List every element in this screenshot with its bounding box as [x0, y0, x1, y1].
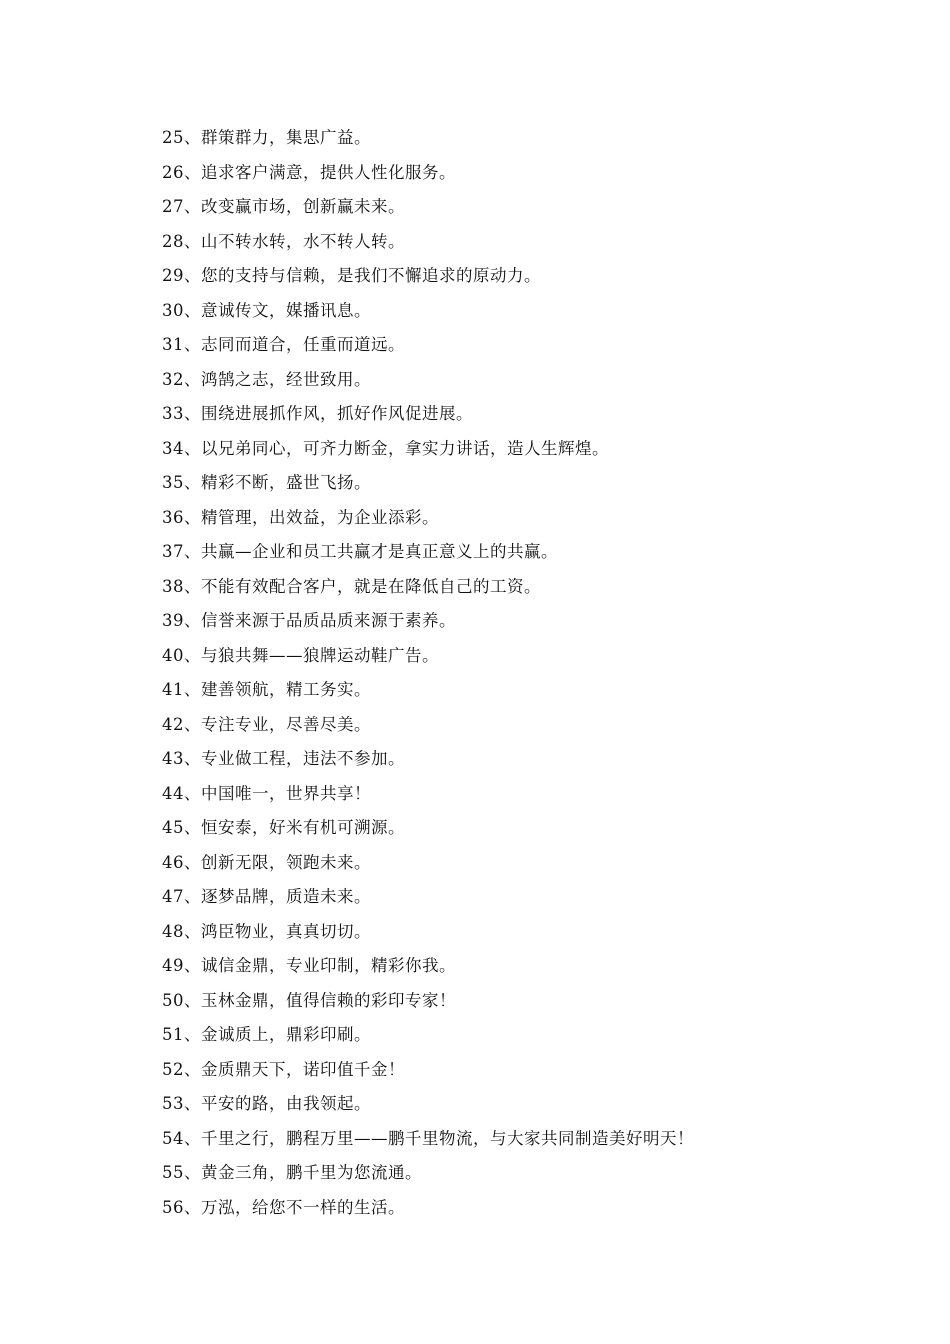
list-item: 30、意诚传文，媒播讯息。 [162, 300, 371, 320]
list-item: 32、鸿鹄之志，经世致用。 [162, 369, 371, 389]
list-item: 33、围绕进展抓作风，抓好作风促进展。 [162, 404, 473, 423]
list-item: 40、与狼共舞——狼牌运动鞋广告。 [162, 645, 439, 665]
list-item: 50、玉林金鼎，值得信赖的彩印专家！ [162, 990, 456, 1010]
list-item: 36、精管理，出效益，为企业添彩。 [162, 507, 439, 527]
list-item: 42、专注专业，尽善尽美。 [162, 714, 371, 734]
list-item: 55、黄金三角，鹏千里为您流通。 [162, 1163, 422, 1182]
list-item: 43、专业做工程，违法不参加。 [162, 749, 405, 768]
slogan-list [162, 121, 862, 1225]
list-item: 48、鸿臣物业，真真切切。 [162, 921, 371, 941]
list-item: 45、恒安泰，好米有机可溯源。 [162, 818, 405, 837]
list-item: 29、您的支持与信赖，是我们不懈追求的原动力。 [162, 266, 541, 285]
list-item: 34、以兄弟同心，可齐力断金，拿实力讲话，造人生辉煌。 [162, 438, 609, 458]
list-item: 26、追求客户满意，提供人性化服务。 [162, 162, 456, 182]
list-item: 51、金诚质上，鼎彩印刷。 [162, 1025, 371, 1044]
list-item: 49、诚信金鼎，专业印制，精彩你我。 [162, 956, 456, 975]
list-item: 46、创新无限，领跑未来。 [162, 852, 371, 872]
list-item: 25、群策群力，集思广益。 [162, 128, 371, 147]
list-item: 56、万泓，给您不一样的生活。 [162, 1197, 405, 1217]
list-item: 39、信誉来源于品质品质来源于素养。 [162, 611, 456, 630]
list-item: 52、金质鼎天下，诺印值千金！ [162, 1059, 405, 1079]
list-item: 31、志同而道合，任重而道远。 [162, 335, 405, 354]
list-item: 41、建善领航，精工务实。 [162, 680, 371, 699]
list-item: 37、共赢—企业和员工共赢才是真正意义上的共赢。 [162, 542, 558, 561]
list-item: 44、中国唯一，世界共享！ [162, 783, 371, 803]
list-item: 35、精彩不断，盛世飞扬。 [162, 473, 371, 492]
list-item: 54、千里之行，鹏程万里——鹏千里物流，与大家共同制造美好明天！ [162, 1128, 694, 1148]
list-item: 53、平安的路，由我领起。 [162, 1094, 371, 1113]
list-item: 38、不能有效配合客户，就是在降低自己的工资。 [162, 576, 541, 596]
list-item: 27、改变赢市场，创新赢未来。 [162, 197, 405, 216]
list-item: 47、逐梦品牌，质造未来。 [162, 887, 371, 906]
list-item: 28、山不转水转，水不转人转。 [162, 231, 405, 251]
